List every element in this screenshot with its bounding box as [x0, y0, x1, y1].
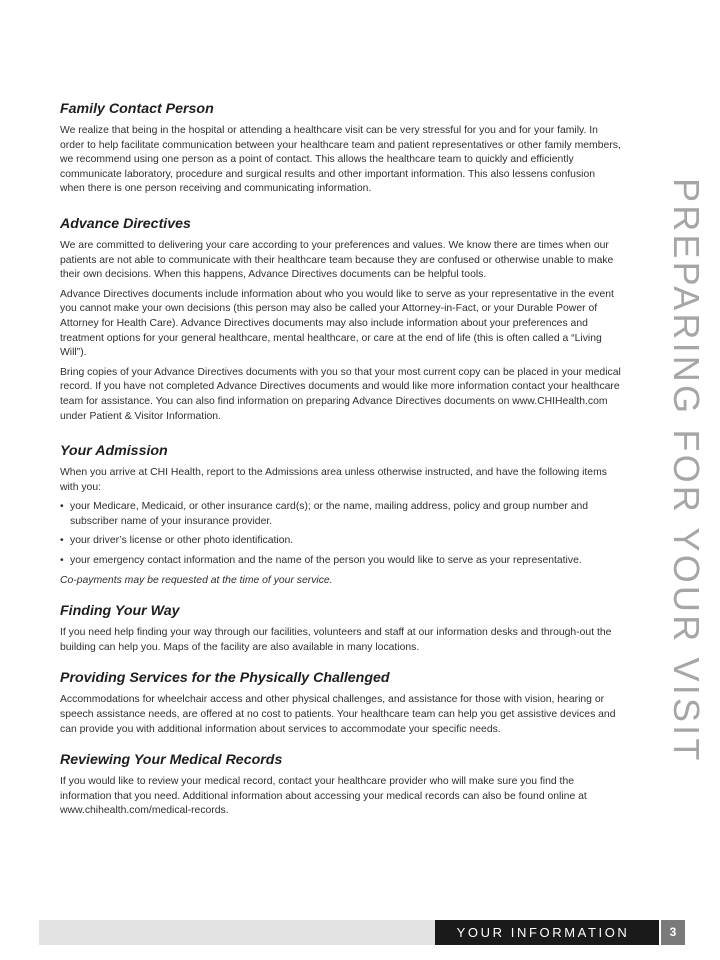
- section-heading: Providing Services for the Physically Challenged: [60, 670, 390, 687]
- list-item: [60, 554, 622, 569]
- page-number: 3: [661, 920, 685, 945]
- bullet-icon: •: [60, 501, 64, 513]
- paragraph: If you need help finding your way through our facilities, volunteers and staff at our information desks and through-out the building can help you. Maps of the facility are also available in many locations.: [60, 627, 612, 653]
- paragraph: We are committed to delivering your care according to your preferences and values. We know there are times when our patients are not able to communicate with their healthcare team because they are confused or otherwise unable to make their own decisions. When this happens, Advance Directives documents can be helpful tools.: [60, 239, 614, 281]
- section-physically-challenged: [60, 669, 622, 737]
- section-medical-records: [60, 751, 622, 819]
- paragraph: Bring copies of your Advance Directives documents with you so that your most current copy can be placed in your medical record. If you have not completed Advance Directives documents and would like more information contact your healthcare team for assistance. You can also find information on preparing Advance Directives documents on www.CHIHealth.com under Patient & Visitor Information.: [60, 366, 621, 422]
- list-item-text: your driver’s license or other photo identification.: [70, 535, 294, 547]
- bullet-icon: •: [60, 555, 64, 567]
- paragraph: Advance Directives documents include information about who you would like to serve as your representative in the event you cannot make your own decisions (this person may also be called your Attorney-in-Fact, or your Durable Power of Attorney for Health Care). Advance Directives documents may also include information about your preferences and treatment options for your general healthcare, mental healthcare, or care at the end of life (this is often called a “Living Will”).: [60, 288, 614, 359]
- section-heading: Advance Directives: [60, 215, 191, 232]
- copayment-note: Co-payments may be requested at the time of your service.: [60, 574, 333, 586]
- admission-items-list: [60, 500, 622, 568]
- paragraph: If you would like to review your medical record, contact your healthcare provider who will make sure you find the information that you need. Additional information about accessing your medical records can also be found online at www.chihealth.com/medical-records.: [60, 776, 587, 817]
- bullet-icon: •: [60, 535, 64, 547]
- paragraph: Accommodations for wheelchair access and other physical challenges, and assistance for those with vision, hearing or speech assistance needs, are offered at no cost to patients. Your healthcare team can help you get assistive devices and can provide you with additional information about services to accommodate your specific needs.: [60, 694, 616, 735]
- section-advance-directives: [60, 215, 622, 424]
- section-heading: Reviewing Your Medical Records: [60, 752, 283, 769]
- footer-section-label: YOUR INFORMATION: [435, 920, 659, 945]
- page-content: [60, 100, 622, 837]
- paragraph: When you arrive at CHI Health, report to the Admissions area unless otherwise instructed, and have the following items with you:: [60, 467, 607, 493]
- list-item-text: your emergency contact information and the name of the person you would like to serve as your representative.: [70, 555, 582, 567]
- list-item-text: your Medicare, Medicaid, or other insurance card(s); or the name, mailing address, policy and group number and subscriber name of your insurance provider.: [70, 501, 589, 527]
- section-admission: [60, 442, 622, 588]
- list-item: [60, 500, 622, 529]
- section-heading: Family Contact Person: [60, 101, 214, 117]
- paragraph: We realize that being in the hospital or attending a healthcare visit can be very stressful for you and for your family. In order to help facilitate communication between your healthcare team and patient representatives or other family members, we recommend using one person as a point of contact. This allows the healthcare team to quickly and efficiently communicate laboratory, procedure and surgical results and other important information. This also lessens confusion when there is one person receiving and communicating information.: [60, 125, 621, 195]
- section-family-contact: [60, 100, 622, 197]
- list-item: [60, 534, 622, 549]
- side-title: PREPARING FOR YOUR VISIT: [666, 178, 707, 764]
- section-heading: Finding Your Way: [60, 603, 180, 620]
- section-finding-way: [60, 602, 622, 655]
- section-heading: Your Admission: [60, 443, 168, 460]
